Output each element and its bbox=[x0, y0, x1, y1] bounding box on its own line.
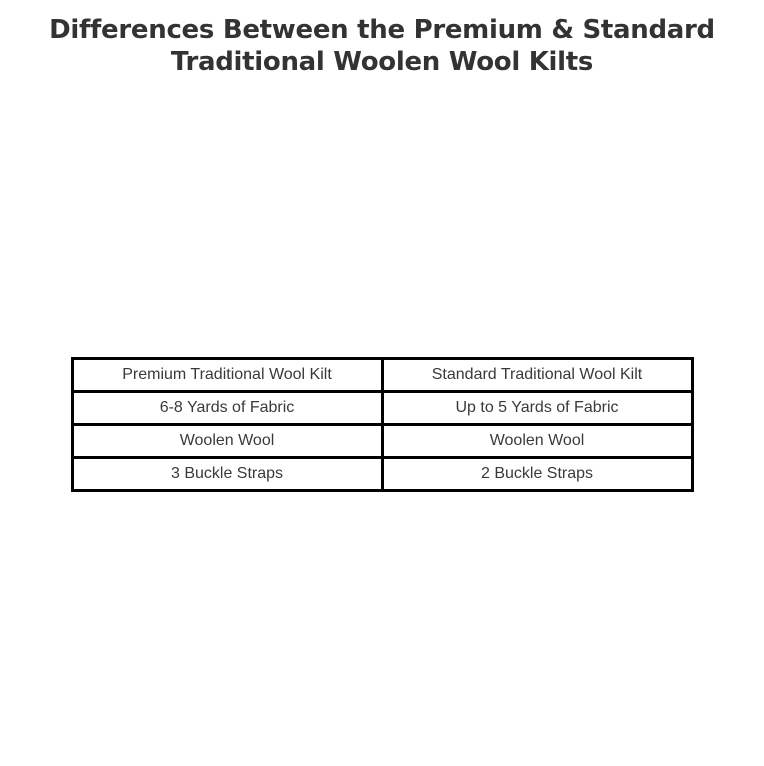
table-row bbox=[72, 458, 692, 491]
column-header-premium: Premium Traditional Wool Kilt bbox=[72, 359, 382, 392]
table-cell: Woolen Wool bbox=[72, 425, 382, 458]
table-row bbox=[72, 359, 692, 392]
column-header-standard: Standard Traditional Wool Kilt bbox=[382, 359, 692, 392]
table-cell: 3 Buckle Straps bbox=[72, 458, 382, 491]
table-cell: Up to 5 Yards of Fabric bbox=[382, 392, 692, 425]
table-cell: 2 Buckle Straps bbox=[382, 458, 692, 491]
table-row bbox=[72, 392, 692, 425]
comparison-table bbox=[71, 357, 694, 492]
table-cell: 6-8 Yards of Fabric bbox=[72, 392, 382, 425]
page-title: Differences Between the Premium & Standard Traditional Woolen Wool Kilts bbox=[49, 15, 715, 77]
table-row bbox=[72, 425, 692, 458]
table-cell: Woolen Wool bbox=[382, 425, 692, 458]
comparison-table-body bbox=[72, 359, 692, 491]
